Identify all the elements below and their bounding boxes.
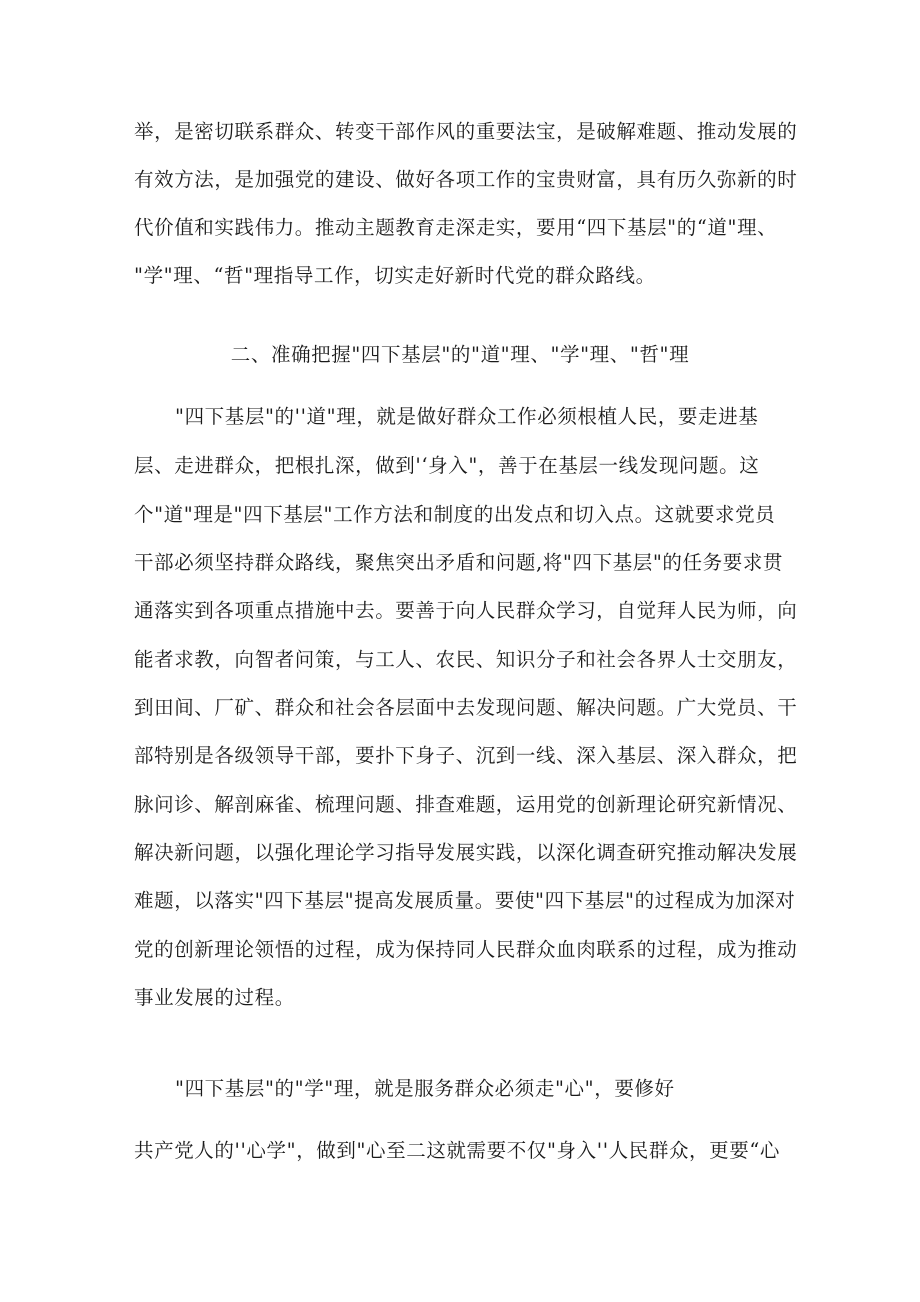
paragraph2-line-2: 层、走进群众，把根扎深，做到'‘身入"，善于在基层一线发现问题。这: [134, 454, 760, 477]
paragraph2-line-9: 脉问诊、解剖麻雀、梳理问题、排查难题，运用党的创新理论研究新情况、: [134, 793, 798, 816]
paragraph2-line-13: 事业发展的过程。: [134, 986, 295, 1009]
paragraph3-line-2: 共产党人的''心学"，做到"心至二这就需要不仅"身入''人民群众，更要“心: [134, 1139, 781, 1162]
paragraph2-line-7: 到田间、厂矿、群众和社会各层面中去发现问题、解决问题。广大党员、干: [134, 696, 798, 719]
section-heading: 二、准确把握"四下基层"的"道"理、"学"理、"哲"理: [230, 343, 690, 366]
paragraph2-line-4: 干部必须坚持群众路线，聚焦突出矛盾和问题,将"四下基层"的任务要求贯: [134, 551, 784, 574]
paragraph2-line-8: 部特别是各级领导干部，要扑下身子、沉到一线、深入基层、深入群众，把: [134, 744, 798, 767]
paragraph2-line-12: 党的创新理论领悟的过程，成为保持同人民群众血肉联系的过程，成为推动: [134, 938, 798, 961]
paragraph1-line-3: 代价值和实践伟力。推动主题教育走深走实，要用“四下基层"的“道"理、: [134, 216, 778, 239]
paragraph3-line-1: "四下基层"的"学"理，就是服务群众必须走"心"，要修好: [175, 1077, 675, 1100]
paragraph1-line-1: 举，是密切联系群众、转变干部作风的重要法宝，是破解难题、推动发展的: [134, 120, 798, 143]
paragraph2-line-1: "四下基层"的''道"理，就是做好群众工作必须根植人民，要走进基: [175, 405, 759, 428]
paragraph2-line-6: 能者求教，向智者问策，与工人、农民、知识分子和社会各界人士交朋友，: [134, 648, 798, 671]
paragraph2-line-10: 解决新问题，以强化理论学习指导发展实践，以深化调查研究推动解决发展: [134, 841, 798, 864]
paragraph2-line-3: 个"道"理是"四下基层"工作方法和制度的出发点和切入点。这就要求党员: [134, 503, 776, 526]
paragraph1-line-2: 有效方法，是加强党的建设、做好各项工作的宝贵财富，具有历久弥新的时: [134, 168, 798, 191]
paragraph2-line-11: 难题，以落实"四下基层"提高发展质量。要使"四下基层"的过程成为加深对: [134, 889, 796, 912]
paragraph1-line-4: "学"理、“哲"理指导工作，切实走好新时代党的群众路线。: [134, 264, 656, 287]
paragraph2-line-5: 通落实到各项重点措施中去。要善于向人民群众学习，自觉拜人民为师，向: [134, 599, 798, 622]
